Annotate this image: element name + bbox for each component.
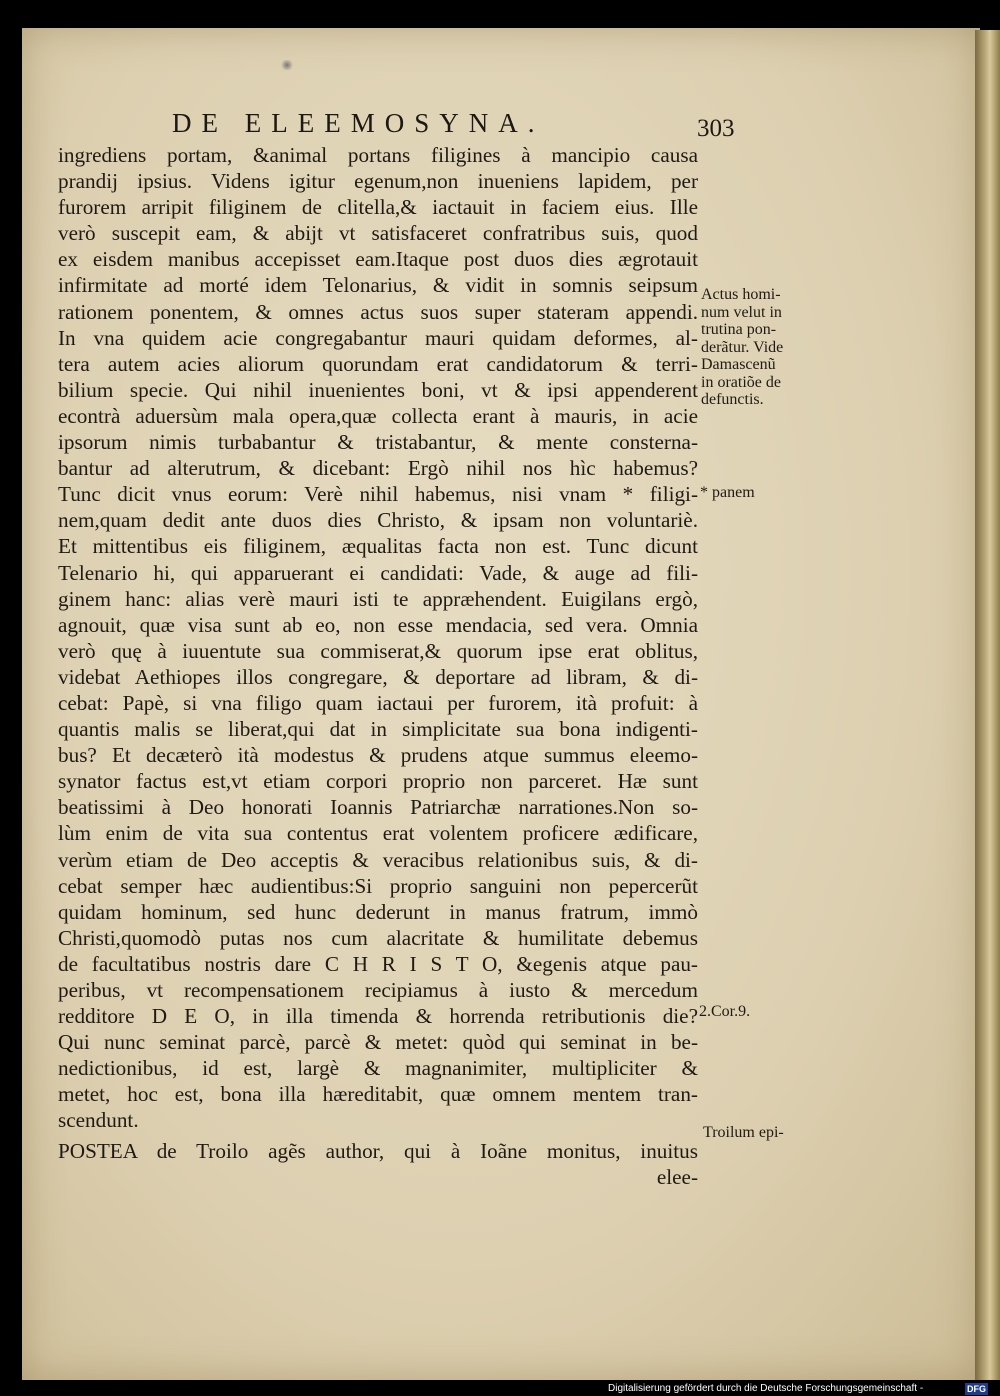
page-edge — [975, 30, 1000, 1380]
text-line: ginem hanc: alias verè mauri isti te appræhendent. Euigilans ergò, — [58, 586, 698, 611]
text-line: de facultatibus nostris dare C H R I S T O, &egenis atque pau- — [58, 951, 698, 976]
text-line: rationem ponentem, & omnes actus suos super stateram appendi. — [58, 299, 698, 324]
note-line: Actus homi- — [701, 286, 781, 303]
catchword: elee- — [656, 1164, 698, 1189]
margin-note-troilum: Troilum epi- — [703, 1124, 784, 1141]
text-line: nedictionibus, id est, largè & magnanimiter, multipliciter & — [58, 1056, 698, 1081]
margin-note-panem: * panem — [700, 484, 755, 501]
text-line: Et mittentibus eis filiginem, æqualitas facta non est. Tunc dicunt — [58, 534, 698, 559]
text-line: quantis malis se liberat,qui dat in simplicitate sua bona indigenti- — [58, 717, 698, 742]
note-line: num velut in — [701, 303, 782, 321]
text-line: verùm etiam de Deo acceptis & veracibus relationibus suis, & di- — [58, 847, 698, 872]
text-line: Christi,quomodò putas nos cum alacritate & humilitate debemus — [58, 925, 698, 950]
note-line: trutina pon- — [701, 321, 777, 338]
text-line: synator factus est,vt etiam corpori proprio non parceret. Hæ sunt — [58, 769, 698, 794]
page-number: 303 — [697, 115, 735, 142]
text-line: infirmitate ad morté idem Telonarius, & vidit in somnis seipsum — [58, 273, 698, 298]
text-line: cebat semper hæc audientibus:Si proprio sanguini non pepercerũt — [58, 873, 698, 898]
text-line: nem,quam dedit ante duos dies Christo, & ipsam non voluntariè. — [58, 508, 698, 533]
ink-blot — [280, 60, 294, 70]
text-line: verò suscepit eam, & abijt vt satisfaceret confratribus suis, quod — [58, 221, 698, 246]
text-line: metet, hoc est, bona illa hæreditabit, quæ omnem mentem tran- — [58, 1082, 698, 1107]
margin-note-cor: 2.Cor.9. — [699, 1003, 751, 1020]
text-line: beatissimi à Deo honorati Ioannis Patriarchæ narrationes.Non so- — [58, 795, 698, 820]
text-line: agnouit, quæ visa sunt ab eo, non esse mendacia, sed vera. Omnia — [58, 612, 698, 637]
text-line: verò quę à iuuentute sua commiserat,& quorum ipse erat oblitus, — [58, 638, 698, 663]
text-line: cebat: Papè, si vna filigo quam iactaui per furorem, ità profuit: à — [58, 690, 698, 715]
text-line: bus? Et decæterò ità modestus & prudens atque summus eleemo- — [58, 743, 698, 768]
note-line: in oratiõe de — [701, 373, 781, 391]
text-line: Qui nunc seminat parcè, parcè & metet: quòd qui seminat in be- — [58, 1030, 698, 1055]
text-line: ingrediens portam, &animal portans filigines à mancipio causa — [58, 143, 698, 167]
text-line: Tunc dicit vnus eorum: Verè nihil habemus, nisi vnam * filigi- — [58, 482, 698, 507]
text-line: ex eisdem manibus accepisset eam.Itaque post duos dies ægrotauit — [58, 247, 698, 272]
text-line: ipsorum nimis turbabantur & tristabantur, & mente consterna- — [58, 430, 698, 455]
text-line: econtrà aduersùm mala opera,quæ collecta erant à mauris, in acie — [58, 403, 698, 428]
text-line: In vna quidem acie congregabantur mauri quidam deformes, al- — [58, 325, 698, 350]
text-line: furorem arripit filiginem de clitella,& iactauit in faciem eius. Ille — [58, 195, 698, 220]
margin-note-actus — [701, 286, 783, 409]
text-line: scendunt. — [58, 1108, 139, 1133]
text-line: quidam hominum, sed hunc dederunt in manus fratrum, immò — [58, 899, 698, 924]
text-line: redditore D E O, in illa timenda & horrenda retributionis die? — [58, 1004, 698, 1029]
note-line: derãtur. Vide — [701, 338, 784, 356]
text-line: lùm enim de vita sua contentus erat volentem proficere ædificare, — [58, 821, 698, 846]
text-line: bantur ad alterutrum, & dicebant: Ergò nihil nos hìc habemus? — [58, 456, 698, 481]
text-line: bilium specie. Qui nihil inuenientes boni, vt & ipsi appenderent — [58, 377, 698, 402]
note-line: defunctis. — [701, 391, 764, 408]
text-line: peribus, vt recompensationem recipiamus à iusto & mercedum — [58, 978, 698, 1002]
paragraph-start-line: POSTEA de Troilo agẽs author, qui à Ioãne monitus, inuitus — [58, 1138, 698, 1163]
dfg-logo: DFG — [967, 1384, 986, 1394]
running-title: DE ELEEMOSYNA. — [172, 108, 545, 138]
main-text-block — [58, 142, 698, 1190]
digitization-credit: Digitalisierung gefördert durch die Deutsche Forschungsgemeinschaft - — [608, 1383, 924, 1394]
note-line: Damascenũ — [701, 356, 776, 373]
text-line: Telenario hi, qui apparuerant ei candidati: Vade, & auge ad fili- — [58, 560, 698, 585]
text-line: tera autem acies aliorum quorundam erat candidatorum & terri- — [58, 351, 698, 376]
text-line: videbat Aethiopes illos congregare, & deportare ad libram, & di- — [58, 664, 698, 689]
text-line: prandij ipsius. Videns igitur egenum,non inueniens lapidem, per — [58, 169, 698, 194]
